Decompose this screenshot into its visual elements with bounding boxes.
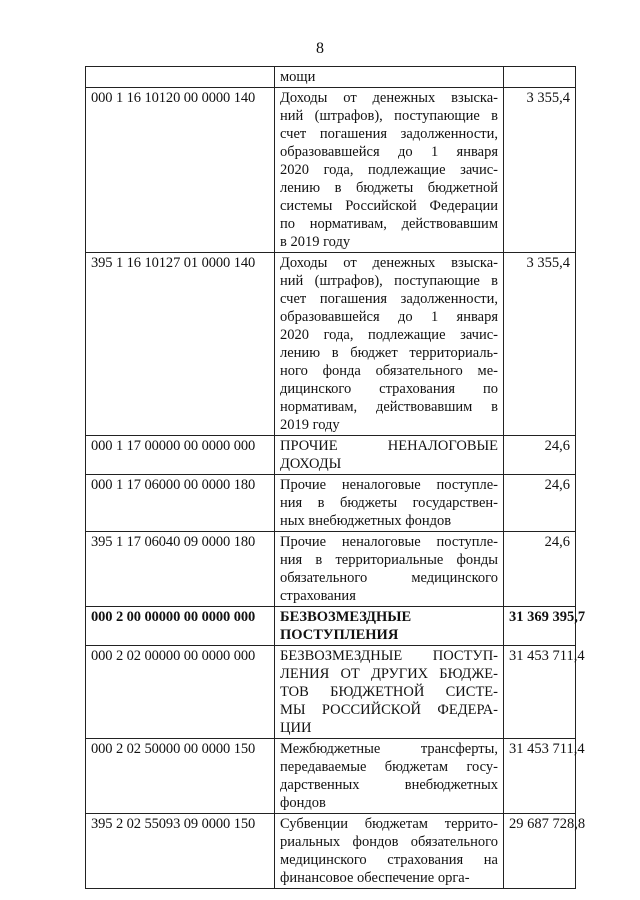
- revenue-name-line: 2020 года, подлежащие зачис-: [280, 162, 498, 178]
- table-row: [86, 253, 576, 436]
- revenue-name-line: ТОВ БЮДЖЕТНОЙ СИСТЕ-: [280, 684, 498, 700]
- revenue-name-line: МЫ РОССИЙСКОЙ ФЕДЕРА-: [280, 702, 498, 718]
- revenue-name-line: в 2019 году: [280, 234, 351, 250]
- revenue-name-line: 2020 года, подлежащие зачис-: [280, 327, 498, 343]
- revenue-name-line: ния в территориальные фонды: [280, 552, 498, 568]
- budget-code-cell: 000 2 02 50000 00 0000 150: [86, 739, 275, 814]
- budget-code-cell: 395 1 16 10127 01 0000 140: [86, 253, 275, 436]
- revenue-name-line: финансовое обеспечение орга-: [280, 870, 470, 886]
- revenue-name-line: Прочие неналоговые поступле-: [280, 477, 498, 493]
- amount-cell: 29 687 728,8: [504, 814, 576, 889]
- amount-cell: 31 369 395,7: [504, 607, 576, 646]
- table-row: [86, 739, 576, 814]
- revenue-name-cell: [275, 814, 504, 889]
- revenue-name-line: по нормативам, действовавшим: [280, 216, 498, 232]
- budget-code-cell: 000 2 00 00000 00 0000 000: [86, 607, 275, 646]
- budget-code-cell: 395 2 02 55093 09 0000 150: [86, 814, 275, 889]
- budget-code-cell: 000 1 17 06000 00 0000 180: [86, 475, 275, 532]
- revenue-name-line: передаваемые бюджетам госу-: [280, 759, 498, 775]
- amount-cell: 3 355,4: [504, 88, 576, 253]
- amount-cell: 3 355,4: [504, 253, 576, 436]
- budget-code-cell: 000 1 17 00000 00 0000 000: [86, 436, 275, 475]
- revenue-name-line: медицинского страхования на: [280, 852, 498, 868]
- amount-cell: 31 453 711,4: [504, 739, 576, 814]
- table-row: [86, 532, 576, 607]
- revenue-name-line: нормативам, действовавшим в: [280, 399, 498, 415]
- table-row: [86, 436, 576, 475]
- revenue-name-line: ния в бюджеты государствен-: [280, 495, 498, 511]
- table-row: [86, 475, 576, 532]
- revenue-name-cell: [275, 607, 504, 646]
- amount-cell: 24,6: [504, 436, 576, 475]
- revenue-name-line: ЦИИ: [280, 720, 312, 736]
- revenue-name-line: обязательного медицинского: [280, 570, 498, 586]
- revenue-name-cell: [275, 253, 504, 436]
- revenue-name-line: ний (штрафов), поступающие в: [280, 108, 498, 124]
- table-row: [86, 607, 576, 646]
- revenue-name-cell: [275, 739, 504, 814]
- revenue-name-line: ДОХОДЫ: [280, 456, 342, 472]
- revenue-name-line: Прочие неналоговые поступле-: [280, 534, 498, 550]
- budget-code-cell: 000 1 16 10120 00 0000 140: [86, 88, 275, 253]
- revenue-name-cell: [275, 532, 504, 607]
- budget-code-cell: [86, 67, 275, 88]
- revenue-name-line: лению в бюджет территориаль-: [280, 345, 498, 361]
- table-row: [86, 88, 576, 253]
- page-number: 8: [316, 40, 324, 57]
- revenue-name-line: ПОСТУПЛЕНИЯ: [280, 627, 399, 643]
- revenue-name-cell: [275, 88, 504, 253]
- revenue-name-cell: [275, 646, 504, 739]
- revenue-name-line: Доходы от денежных взыска-: [280, 255, 498, 271]
- budget-revenue-table: [85, 66, 586, 889]
- revenue-name-line: счет погашения задолженности,: [280, 291, 498, 307]
- revenue-name-line: риальных фондов обязательного: [280, 834, 498, 850]
- revenue-name-cell: [275, 436, 504, 475]
- revenue-name-line: ных внебюджетных фондов: [280, 513, 452, 529]
- revenue-name-line: образовавшейся до 1 января: [280, 144, 498, 160]
- revenue-name-line: 2019 году: [280, 417, 340, 433]
- revenue-name-line: мощи: [280, 69, 316, 85]
- revenue-name-line: ЛЕНИЯ ОТ ДРУГИХ БЮДЖЕ-: [280, 666, 498, 682]
- revenue-name-line: БЕЗВОЗМЕЗДНЫЕ ПОСТУП-: [280, 648, 498, 664]
- revenue-name-cell: [275, 67, 504, 88]
- amount-cell: [504, 67, 576, 88]
- revenue-name-line: Доходы от денежных взыска-: [280, 90, 498, 106]
- revenue-name-line: дицинского страхования по: [280, 381, 498, 397]
- revenue-name-line: лению в бюджеты бюджетной: [280, 180, 498, 196]
- revenue-name-line: Межбюджетные трансферты,: [280, 741, 498, 757]
- revenue-name-line: ПРОЧИЕ НЕНАЛОГОВЫЕ: [280, 438, 498, 454]
- revenue-name-line: фондов: [280, 795, 326, 811]
- table-row: [86, 646, 576, 739]
- revenue-name-line: дарственных внебюджетных: [280, 777, 498, 793]
- amount-cell: 24,6: [504, 475, 576, 532]
- revenue-name-line: страхования: [280, 588, 356, 604]
- amount-cell: 24,6: [504, 532, 576, 607]
- table-body: [86, 67, 586, 889]
- revenue-name-line: БЕЗВОЗМЕЗДНЫЕ: [280, 609, 412, 625]
- budget-code-cell: 395 1 17 06040 09 0000 180: [86, 532, 275, 607]
- revenue-name-line: системы Российской Федерации: [280, 198, 498, 214]
- budget-code-cell: 000 2 02 00000 00 0000 000: [86, 646, 275, 739]
- table-row: [86, 814, 576, 889]
- amount-cell: 31 453 711,4: [504, 646, 576, 739]
- table-row: [86, 67, 576, 88]
- revenue-name-line: Субвенции бюджетам террито-: [280, 816, 498, 832]
- revenue-name-line: счет погашения задолженности,: [280, 126, 498, 142]
- revenue-name-line: ний (штрафов), поступающие в: [280, 273, 498, 289]
- revenue-name-cell: [275, 475, 504, 532]
- revenue-name-line: ного фонда обязательного ме-: [280, 363, 498, 379]
- revenue-name-line: образовавшейся до 1 января: [280, 309, 498, 325]
